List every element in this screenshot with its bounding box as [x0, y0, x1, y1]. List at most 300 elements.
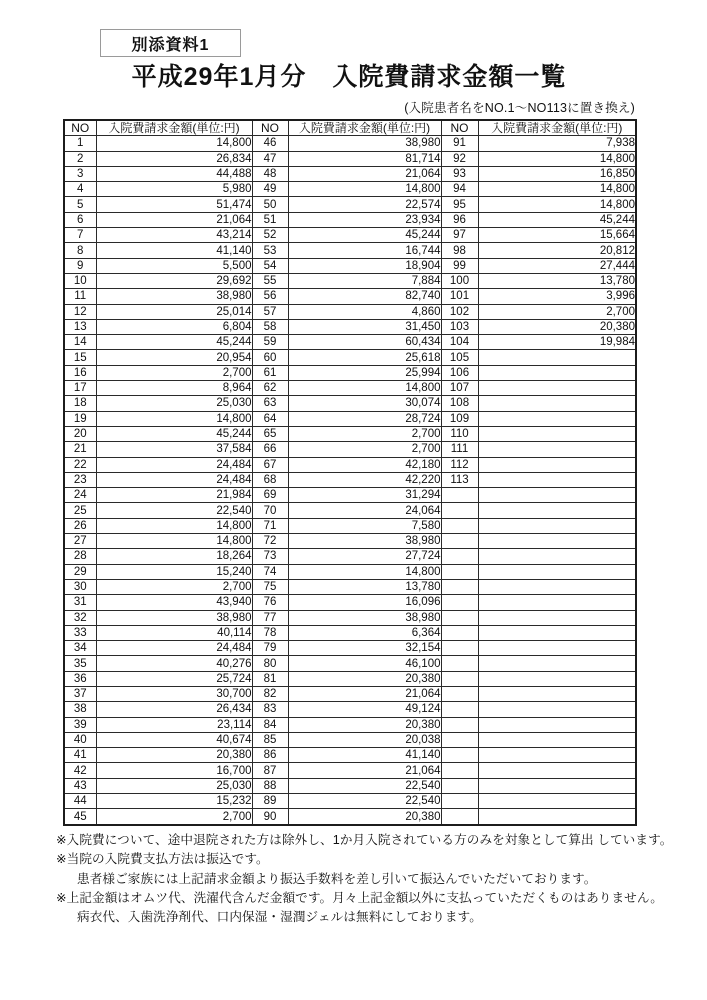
table-row — [64, 518, 636, 533]
no-cell: 94 — [441, 182, 478, 197]
amount-cell: 20,380 — [288, 671, 441, 686]
no-cell: 48 — [252, 166, 288, 181]
no-cell: 59 — [252, 335, 288, 350]
no-cell: 76 — [252, 595, 288, 610]
no-cell: 97 — [441, 228, 478, 243]
no-cell: 104 — [441, 335, 478, 350]
no-cell — [441, 702, 478, 717]
amount-cell: 19,984 — [478, 335, 636, 350]
no-cell: 6 — [64, 212, 96, 227]
amount-cell: 14,800 — [96, 136, 252, 151]
table-row — [64, 197, 636, 212]
no-cell: 74 — [252, 564, 288, 579]
amount-cell — [478, 350, 636, 365]
amount-cell: 45,244 — [96, 335, 252, 350]
amount-cell — [478, 702, 636, 717]
no-cell: 51 — [252, 212, 288, 227]
table-row — [64, 151, 636, 166]
no-cell — [441, 625, 478, 640]
amount-cell: 25,724 — [96, 671, 252, 686]
no-cell: 50 — [252, 197, 288, 212]
amount-cell — [478, 503, 636, 518]
no-cell: 72 — [252, 534, 288, 549]
no-cell — [441, 579, 478, 594]
no-cell: 52 — [252, 228, 288, 243]
amount-cell — [478, 794, 636, 809]
no-cell: 4 — [64, 182, 96, 197]
amount-cell: 23,934 — [288, 212, 441, 227]
amount-column-header: 入院費請求金額(単位:円) — [96, 120, 252, 136]
table-row — [64, 579, 636, 594]
table-row — [64, 549, 636, 564]
amount-column-header: 入院費請求金額(単位:円) — [288, 120, 441, 136]
amount-cell: 43,214 — [96, 228, 252, 243]
amount-cell: 21,064 — [288, 686, 441, 701]
no-cell: 31 — [64, 595, 96, 610]
footnote-line: 患者様ご家族には上記請求金額より振込手数料を差し引いて振込んでいただいております。 — [77, 871, 597, 886]
amount-cell: 13,780 — [288, 579, 441, 594]
amount-cell: 42,180 — [288, 457, 441, 472]
no-cell: 79 — [252, 641, 288, 656]
no-cell: 36 — [64, 671, 96, 686]
amount-cell — [478, 671, 636, 686]
amount-cell: 18,264 — [96, 549, 252, 564]
amount-cell: 21,064 — [288, 166, 441, 181]
no-cell: 56 — [252, 289, 288, 304]
amount-cell: 14,800 — [478, 197, 636, 212]
table-row — [64, 136, 636, 151]
no-cell: 109 — [441, 411, 478, 426]
table-row — [64, 656, 636, 671]
amount-cell: 30,074 — [288, 396, 441, 411]
amount-cell: 25,030 — [96, 396, 252, 411]
no-cell: 10 — [64, 273, 96, 288]
amount-cell: 20,038 — [288, 732, 441, 747]
no-cell — [441, 748, 478, 763]
no-cell: 66 — [252, 442, 288, 457]
table-row — [64, 273, 636, 288]
footnote-line: ※上記金額はオムツ代、洗濯代含んだ金額です。月々上記金額以外に支払っていただくものはありません。 — [56, 890, 664, 905]
amount-cell: 2,700 — [96, 365, 252, 380]
billing-table-wrap — [63, 119, 635, 826]
no-cell: 34 — [64, 641, 96, 656]
table-row — [64, 641, 636, 656]
table-row — [64, 228, 636, 243]
amount-cell: 6,804 — [96, 319, 252, 334]
amount-cell: 14,800 — [288, 182, 441, 197]
no-cell: 78 — [252, 625, 288, 640]
no-cell — [441, 809, 478, 825]
no-cell: 58 — [252, 319, 288, 334]
no-cell: 22 — [64, 457, 96, 472]
no-cell: 46 — [252, 136, 288, 151]
no-cell: 90 — [252, 809, 288, 825]
no-cell: 87 — [252, 763, 288, 778]
amount-cell: 38,980 — [96, 610, 252, 625]
table-row — [64, 702, 636, 717]
amount-cell: 16,096 — [288, 595, 441, 610]
amount-cell: 6,364 — [288, 625, 441, 640]
amount-cell: 14,800 — [478, 151, 636, 166]
no-cell: 96 — [441, 212, 478, 227]
amount-cell — [478, 381, 636, 396]
no-cell — [441, 686, 478, 701]
amount-cell: 22,540 — [288, 794, 441, 809]
no-cell: 101 — [441, 289, 478, 304]
amount-cell: 7,884 — [288, 273, 441, 288]
no-cell — [441, 641, 478, 656]
table-row — [64, 457, 636, 472]
table-row — [64, 381, 636, 396]
amount-cell: 14,800 — [96, 518, 252, 533]
no-cell: 30 — [64, 579, 96, 594]
table-row — [64, 778, 636, 793]
no-cell: 54 — [252, 258, 288, 273]
amount-cell — [478, 488, 636, 503]
no-cell — [441, 656, 478, 671]
no-cell: 73 — [252, 549, 288, 564]
table-row — [64, 212, 636, 227]
no-cell: 112 — [441, 457, 478, 472]
no-cell — [441, 503, 478, 518]
no-cell: 42 — [64, 763, 96, 778]
no-cell: 113 — [441, 472, 478, 487]
no-column-header: NO — [64, 120, 96, 136]
amount-cell: 22,540 — [96, 503, 252, 518]
no-cell: 14 — [64, 335, 96, 350]
amount-cell: 25,014 — [96, 304, 252, 319]
amount-cell: 14,800 — [96, 411, 252, 426]
no-cell: 16 — [64, 365, 96, 380]
attachment-label-box — [100, 29, 241, 57]
amount-cell: 15,240 — [96, 564, 252, 579]
no-cell: 92 — [441, 151, 478, 166]
no-cell: 38 — [64, 702, 96, 717]
no-cell: 111 — [441, 442, 478, 457]
no-cell: 102 — [441, 304, 478, 319]
table-row — [64, 182, 636, 197]
amount-cell — [478, 809, 636, 825]
amount-cell: 23,114 — [96, 717, 252, 732]
footnotes — [56, 831, 704, 927]
amount-cell: 43,940 — [96, 595, 252, 610]
no-cell: 83 — [252, 702, 288, 717]
no-cell: 110 — [441, 426, 478, 441]
no-cell — [441, 671, 478, 686]
no-cell: 75 — [252, 579, 288, 594]
amount-cell — [478, 549, 636, 564]
billing-table-header-row — [64, 120, 636, 136]
table-row — [64, 350, 636, 365]
table-row — [64, 426, 636, 441]
amount-cell: 25,618 — [288, 350, 441, 365]
no-cell: 9 — [64, 258, 96, 273]
table-row — [64, 289, 636, 304]
no-cell: 13 — [64, 319, 96, 334]
amount-cell: 40,276 — [96, 656, 252, 671]
no-cell: 86 — [252, 748, 288, 763]
amount-cell: 26,834 — [96, 151, 252, 166]
billing-table-body — [64, 136, 636, 825]
amount-cell — [478, 610, 636, 625]
no-cell: 82 — [252, 686, 288, 701]
table-row — [64, 488, 636, 503]
amount-cell: 15,232 — [96, 794, 252, 809]
no-cell: 5 — [64, 197, 96, 212]
no-cell: 68 — [252, 472, 288, 487]
amount-cell — [478, 442, 636, 457]
no-cell: 105 — [441, 350, 478, 365]
amount-cell: 22,574 — [288, 197, 441, 212]
amount-cell — [478, 748, 636, 763]
no-cell: 63 — [252, 396, 288, 411]
amount-cell — [478, 518, 636, 533]
amount-cell: 40,114 — [96, 625, 252, 640]
amount-cell: 31,294 — [288, 488, 441, 503]
table-row — [64, 319, 636, 334]
amount-cell: 37,584 — [96, 442, 252, 457]
amount-cell: 60,434 — [288, 335, 441, 350]
amount-cell: 40,674 — [96, 732, 252, 747]
amount-cell: 16,700 — [96, 763, 252, 778]
table-row — [64, 365, 636, 380]
amount-cell: 31,450 — [288, 319, 441, 334]
no-cell: 55 — [252, 273, 288, 288]
amount-cell — [478, 472, 636, 487]
amount-cell: 24,064 — [288, 503, 441, 518]
billing-table — [63, 119, 637, 826]
amount-cell: 5,980 — [96, 182, 252, 197]
no-cell: 53 — [252, 243, 288, 258]
amount-cell — [478, 763, 636, 778]
no-cell: 77 — [252, 610, 288, 625]
amount-cell: 38,980 — [288, 610, 441, 625]
no-cell: 15 — [64, 350, 96, 365]
amount-cell — [478, 564, 636, 579]
no-cell: 7 — [64, 228, 96, 243]
amount-cell: 25,994 — [288, 365, 441, 380]
amount-cell: 45,244 — [288, 228, 441, 243]
amount-cell — [478, 534, 636, 549]
no-column-header: NO — [252, 120, 288, 136]
no-cell: 103 — [441, 319, 478, 334]
table-row — [64, 534, 636, 549]
amount-cell: 41,140 — [288, 748, 441, 763]
amount-cell: 24,484 — [96, 457, 252, 472]
no-cell: 91 — [441, 136, 478, 151]
amount-cell: 24,484 — [96, 641, 252, 656]
amount-cell: 21,064 — [288, 763, 441, 778]
no-cell: 37 — [64, 686, 96, 701]
footnote-line: ※入院費について、途中退院された方は除外し、1か月入院されている方のみを対象として算出 しています。 — [56, 833, 673, 847]
no-cell: 67 — [252, 457, 288, 472]
amount-cell: 15,664 — [478, 228, 636, 243]
table-row — [64, 564, 636, 579]
no-cell: 100 — [441, 273, 478, 288]
no-cell — [441, 794, 478, 809]
amount-cell: 21,984 — [96, 488, 252, 503]
amount-cell: 16,850 — [478, 166, 636, 181]
amount-cell: 20,380 — [288, 809, 441, 825]
no-cell: 24 — [64, 488, 96, 503]
no-column-header: NO — [441, 120, 478, 136]
no-cell: 21 — [64, 442, 96, 457]
no-cell: 3 — [64, 166, 96, 181]
no-cell: 11 — [64, 289, 96, 304]
no-cell — [441, 534, 478, 549]
amount-cell: 14,800 — [96, 534, 252, 549]
no-cell: 108 — [441, 396, 478, 411]
no-cell: 25 — [64, 503, 96, 518]
amount-cell: 20,380 — [288, 717, 441, 732]
no-cell: 39 — [64, 717, 96, 732]
no-cell: 80 — [252, 656, 288, 671]
amount-cell: 21,064 — [96, 212, 252, 227]
footnote-line: ※当院の入院費支払方法は振込です。 — [56, 852, 269, 867]
no-cell: 69 — [252, 488, 288, 503]
table-row — [64, 396, 636, 411]
table-row — [64, 748, 636, 763]
no-cell: 106 — [441, 365, 478, 380]
amount-cell: 22,540 — [288, 778, 441, 793]
no-cell: 1 — [64, 136, 96, 151]
amount-cell — [478, 778, 636, 793]
no-cell: 71 — [252, 518, 288, 533]
no-cell: 12 — [64, 304, 96, 319]
no-cell — [441, 549, 478, 564]
table-row — [64, 732, 636, 747]
no-cell: 28 — [64, 549, 96, 564]
no-cell: 57 — [252, 304, 288, 319]
amount-cell — [478, 411, 636, 426]
amount-cell: 2,700 — [478, 304, 636, 319]
amount-cell — [478, 595, 636, 610]
amount-cell: 2,700 — [96, 809, 252, 825]
no-cell: 43 — [64, 778, 96, 793]
no-cell: 70 — [252, 503, 288, 518]
amount-cell: 18,904 — [288, 258, 441, 273]
no-cell: 19 — [64, 411, 96, 426]
no-cell: 49 — [252, 182, 288, 197]
no-cell: 8 — [64, 243, 96, 258]
amount-cell — [478, 717, 636, 732]
no-cell: 45 — [64, 809, 96, 825]
amount-cell: 20,380 — [478, 319, 636, 334]
amount-cell — [478, 365, 636, 380]
no-cell: 62 — [252, 381, 288, 396]
amount-cell — [478, 641, 636, 656]
no-cell: 99 — [441, 258, 478, 273]
no-cell: 18 — [64, 396, 96, 411]
amount-cell — [478, 457, 636, 472]
amount-cell: 5,500 — [96, 258, 252, 273]
no-cell — [441, 778, 478, 793]
no-cell: 44 — [64, 794, 96, 809]
no-cell — [441, 564, 478, 579]
table-row — [64, 625, 636, 640]
table-row — [64, 794, 636, 809]
no-cell: 81 — [252, 671, 288, 686]
no-cell — [441, 763, 478, 778]
attachment-label: 別添資料1 — [131, 36, 210, 54]
amount-cell: 38,980 — [96, 289, 252, 304]
amount-cell: 20,954 — [96, 350, 252, 365]
no-cell: 85 — [252, 732, 288, 747]
amount-cell: 46,100 — [288, 656, 441, 671]
amount-cell — [478, 656, 636, 671]
amount-cell: 2,700 — [288, 426, 441, 441]
amount-cell: 14,800 — [478, 182, 636, 197]
amount-cell: 29,692 — [96, 273, 252, 288]
amount-cell: 14,800 — [288, 564, 441, 579]
no-cell: 40 — [64, 732, 96, 747]
no-cell: 98 — [441, 243, 478, 258]
page-title: 平成29年1月分 入院費請求金額一覧 — [131, 63, 567, 91]
amount-cell: 3,996 — [478, 289, 636, 304]
anonymization-note: (入院患者名をNO.1～NO113に置き換え) — [404, 101, 635, 115]
no-cell: 2 — [64, 151, 96, 166]
no-cell: 64 — [252, 411, 288, 426]
amount-cell — [478, 686, 636, 701]
no-cell: 41 — [64, 748, 96, 763]
table-row — [64, 717, 636, 732]
amount-cell: 38,980 — [288, 534, 441, 549]
amount-cell: 16,744 — [288, 243, 441, 258]
amount-cell: 51,474 — [96, 197, 252, 212]
no-cell — [441, 732, 478, 747]
table-row — [64, 335, 636, 350]
footnote-line: 病衣代、入歯洗浄剤代、口内保湿・湿潤ジェルは無料にしております。 — [77, 910, 482, 925]
amount-cell: 2,700 — [96, 579, 252, 594]
table-row — [64, 671, 636, 686]
table-row — [64, 304, 636, 319]
amount-cell: 44,488 — [96, 166, 252, 181]
amount-cell: 30,700 — [96, 686, 252, 701]
amount-cell: 14,800 — [288, 381, 441, 396]
table-row — [64, 595, 636, 610]
table-row — [64, 472, 636, 487]
table-row — [64, 258, 636, 273]
no-cell — [441, 717, 478, 732]
no-cell: 35 — [64, 656, 96, 671]
table-row — [64, 166, 636, 181]
table-row — [64, 686, 636, 701]
no-cell: 47 — [252, 151, 288, 166]
amount-cell — [478, 426, 636, 441]
no-cell: 27 — [64, 534, 96, 549]
amount-cell: 81,714 — [288, 151, 441, 166]
no-cell: 95 — [441, 197, 478, 212]
amount-cell: 32,154 — [288, 641, 441, 656]
amount-cell: 38,980 — [288, 136, 441, 151]
amount-cell: 20,812 — [478, 243, 636, 258]
amount-cell: 25,030 — [96, 778, 252, 793]
amount-cell: 7,580 — [288, 518, 441, 533]
no-cell — [441, 488, 478, 503]
amount-cell: 2,700 — [288, 442, 441, 457]
amount-cell: 24,484 — [96, 472, 252, 487]
amount-cell: 13,780 — [478, 273, 636, 288]
amount-cell — [478, 396, 636, 411]
no-cell: 17 — [64, 381, 96, 396]
no-cell: 23 — [64, 472, 96, 487]
no-cell: 20 — [64, 426, 96, 441]
no-cell — [441, 610, 478, 625]
amount-cell: 4,860 — [288, 304, 441, 319]
no-cell — [441, 595, 478, 610]
amount-cell: 82,740 — [288, 289, 441, 304]
no-cell: 61 — [252, 365, 288, 380]
